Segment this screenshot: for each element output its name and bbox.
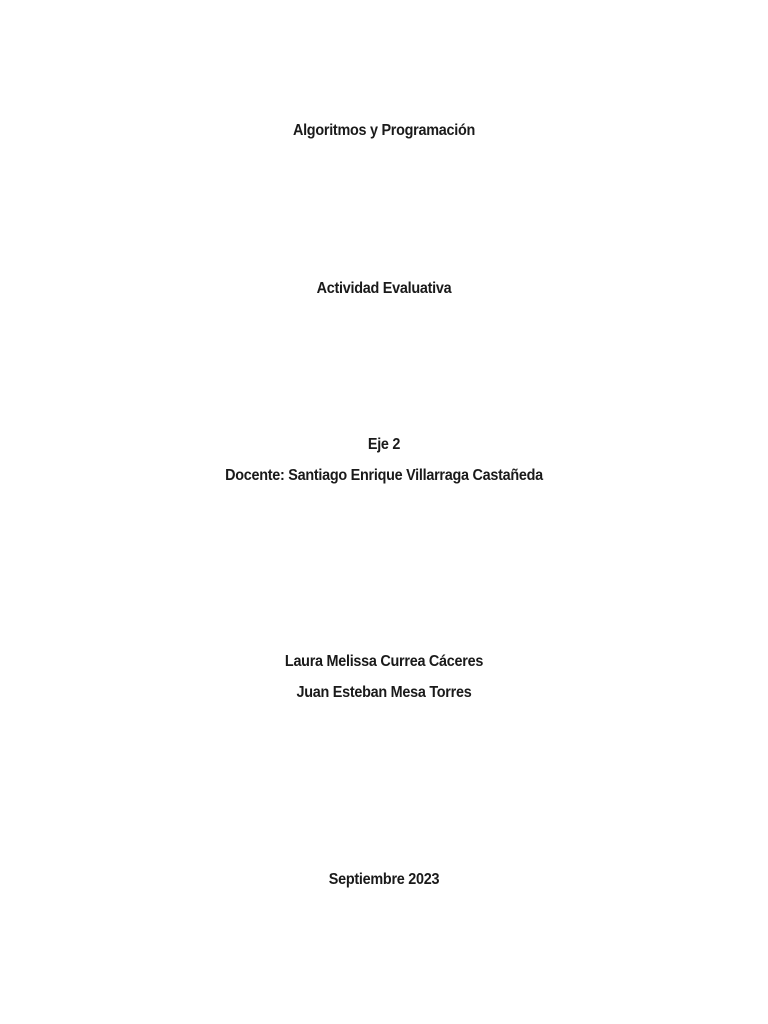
teacher-name: Docente: Santiago Enrique Villarraga Castañeda <box>225 467 543 484</box>
activity-title: Actividad Evaluativa <box>316 280 452 297</box>
author-name: Juan Esteban Mesa Torres <box>296 684 472 701</box>
axis-label: Eje 2 <box>367 436 401 453</box>
author-name: Laura Melissa Currea Cáceres <box>284 653 484 670</box>
course-title: Algoritmos y Programación <box>292 122 476 139</box>
document-date: Septiembre 2023 <box>328 871 440 888</box>
